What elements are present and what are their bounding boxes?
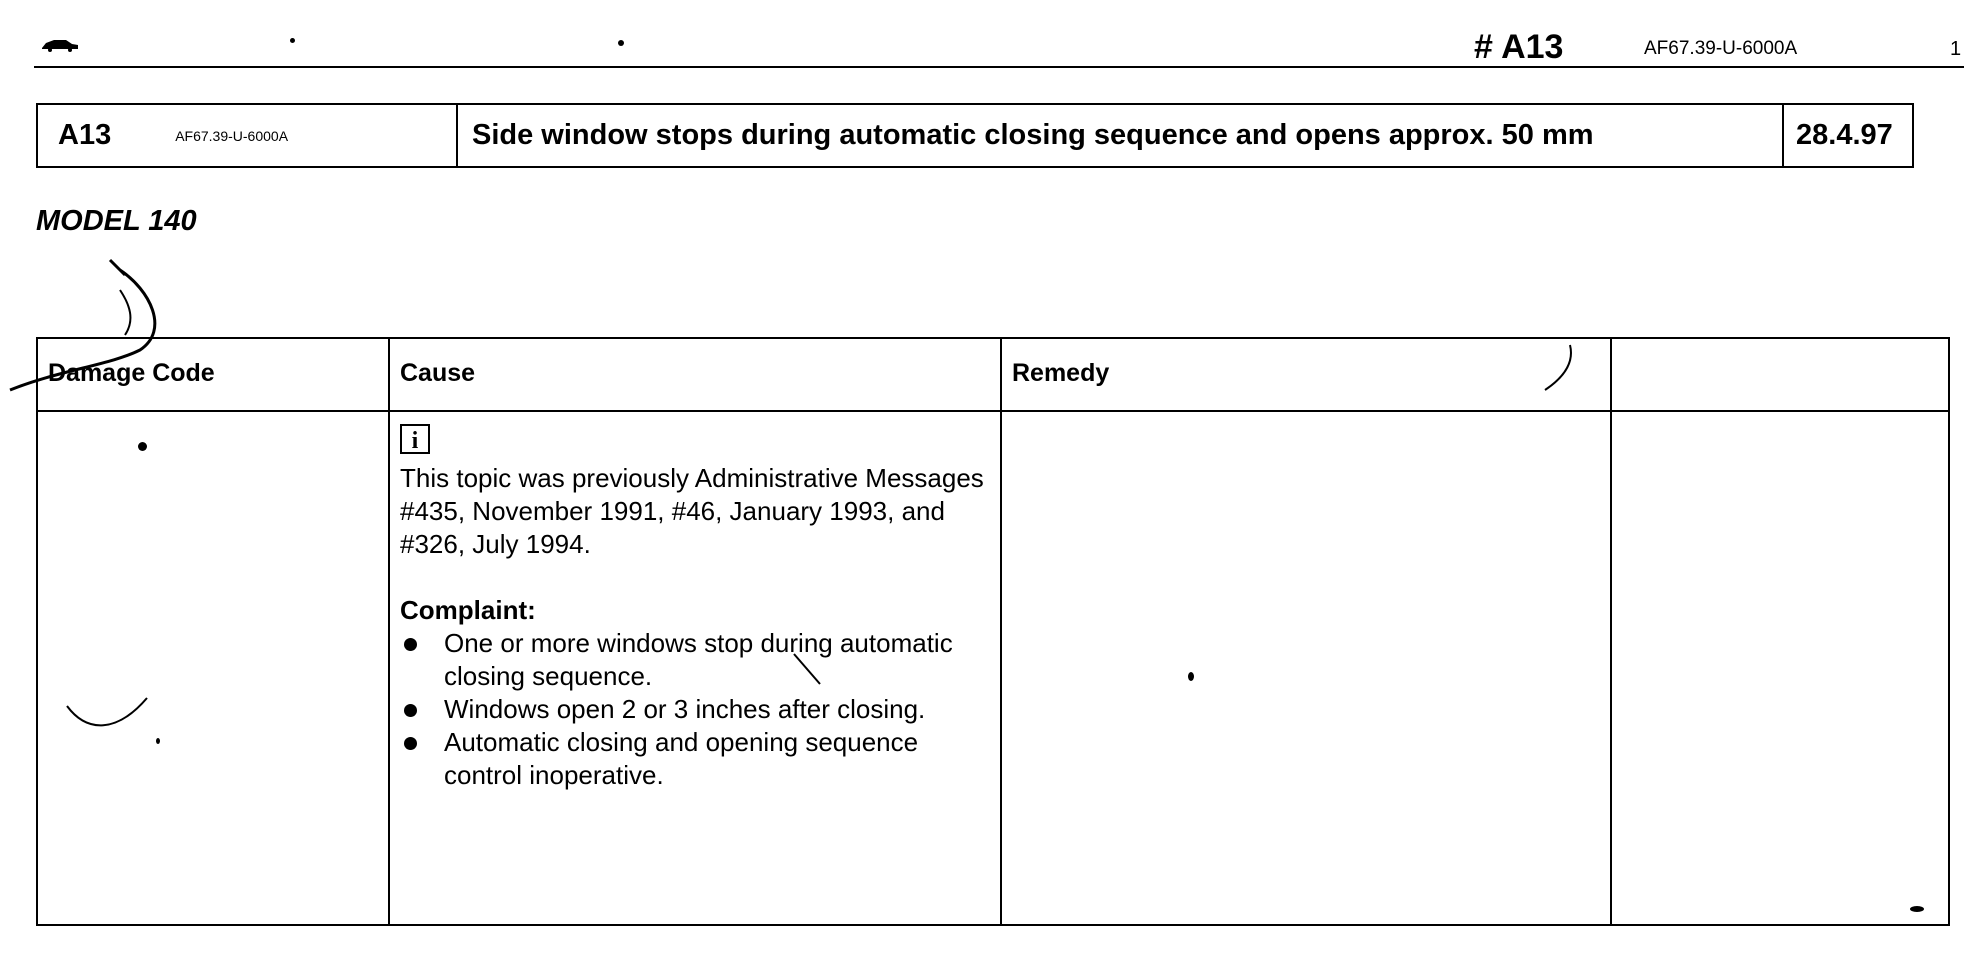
pen-tick — [790, 650, 830, 690]
column-header-damage-code: Damage Code — [48, 359, 215, 387]
scan-speck — [138, 442, 147, 451]
car-icon — [40, 36, 80, 52]
cause-content — [400, 423, 990, 792]
title-code-cell — [38, 105, 458, 166]
scan-speck — [1910, 906, 1924, 912]
list-item: Windows open 2 or 3 inches after closing. — [400, 693, 990, 726]
info-icon: i — [400, 424, 430, 454]
title-code: A13 — [58, 119, 112, 151]
complaint-list — [400, 627, 990, 792]
complaint-label: Complaint: — [400, 595, 536, 625]
page-number: 1 — [1950, 38, 1962, 60]
header-reference: AF67.39-U-6000A — [1644, 38, 1798, 59]
pen-curve — [62, 688, 152, 738]
document-date: 28.4.97 — [1796, 119, 1893, 151]
column-header-remedy: Remedy — [1012, 359, 1110, 387]
model-label: MODEL 140 — [36, 205, 197, 237]
header-rule — [34, 66, 1964, 68]
header-row-rule — [38, 410, 1948, 412]
scan-speck — [156, 738, 160, 744]
list-item: One or more windows stop during automatic closing sequence. — [400, 627, 990, 693]
list-item: Automatic closing and opening sequence control inoperative. — [400, 726, 990, 792]
extra-column — [1612, 339, 1948, 924]
remedy-column — [1002, 339, 1612, 924]
title-reference: AF67.39-U-6000A — [175, 127, 289, 144]
title-box — [36, 103, 1914, 168]
page-header — [34, 14, 1964, 70]
scan-speck — [618, 40, 624, 46]
pen-mark — [1540, 340, 1580, 400]
cause-column — [390, 339, 1002, 924]
column-header-cause: Cause — [400, 359, 476, 387]
scan-speck — [1188, 672, 1194, 681]
pen-scribble — [0, 250, 170, 400]
damage-code-column — [38, 339, 390, 924]
scan-speck — [290, 38, 295, 43]
header-document-code: # A13 — [1474, 28, 1564, 66]
document-title: Side window stops during automatic closing sequence and opens approx. 50 mm — [458, 105, 1784, 166]
cause-intro: This topic was previously Administrative Messages #435, November 1991, #46, January 1993, and #326, July 1994. — [400, 463, 984, 559]
diagnosis-table — [36, 337, 1950, 926]
